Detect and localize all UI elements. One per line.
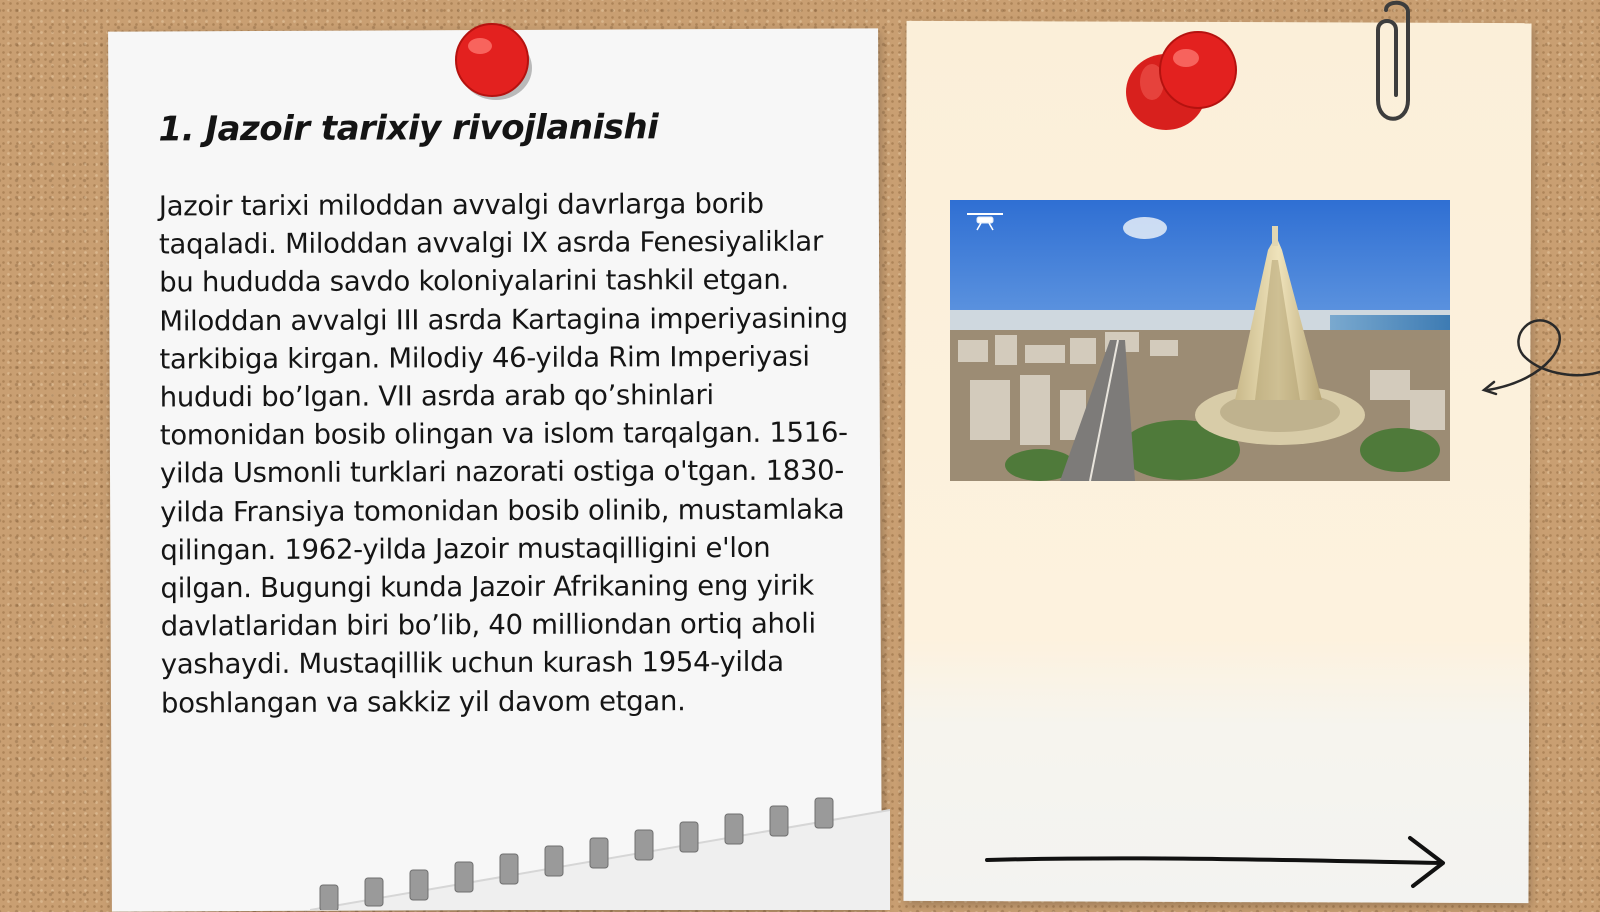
push-pin-icon: [452, 20, 536, 104]
slide-body-text: Jazoir tarixi miloddan avvalgi davrlarga borib taqaladi. Miloddan avvalgi IX asrda Fenesiyaliklar bu hududda savdo koloniyalarini tashkil etgan. Miloddan avvalgi III asrda Kartagina imperiyasining tarkibiga kirgan. Milodiy 46-yilda Rim Imperiyasi hududi bo’lgan. VII asrda arab qo’shinlari tomonidan bosib olingan va islom tarqalgan. 1516-yilda Usmonli turklari nazorati ostiga o'tgan. 1830-yilda Fransiya tomonidan bosib olinib, mustamlaka qilingan. 1962-yilda Jazoir mustaqilligini e'lon qilgan. Bugungi kunda Jazoir Afrikaning eng yirik davlatlaridan biri bo’lib, 40 milliondan ortiq aholi yashaydi. Mustaqillik uchun kurash 1954-yilda boshlangan va sakkiz yil davom etgan.: [158, 187, 849, 720]
push-pin-icon: [1122, 30, 1242, 134]
arrow-right-icon: [985, 830, 1455, 890]
paper-clip-icon: [1372, 0, 1418, 125]
squiggle-arrow-decoration: [1478, 310, 1600, 410]
algiers-monument-photo: [950, 200, 1450, 481]
note-paper-left: [108, 28, 882, 911]
slide-title: 1. Jazoir tarixiy rivojlanishi: [158, 107, 659, 150]
notebook-spiral-decoration: [310, 790, 890, 910]
